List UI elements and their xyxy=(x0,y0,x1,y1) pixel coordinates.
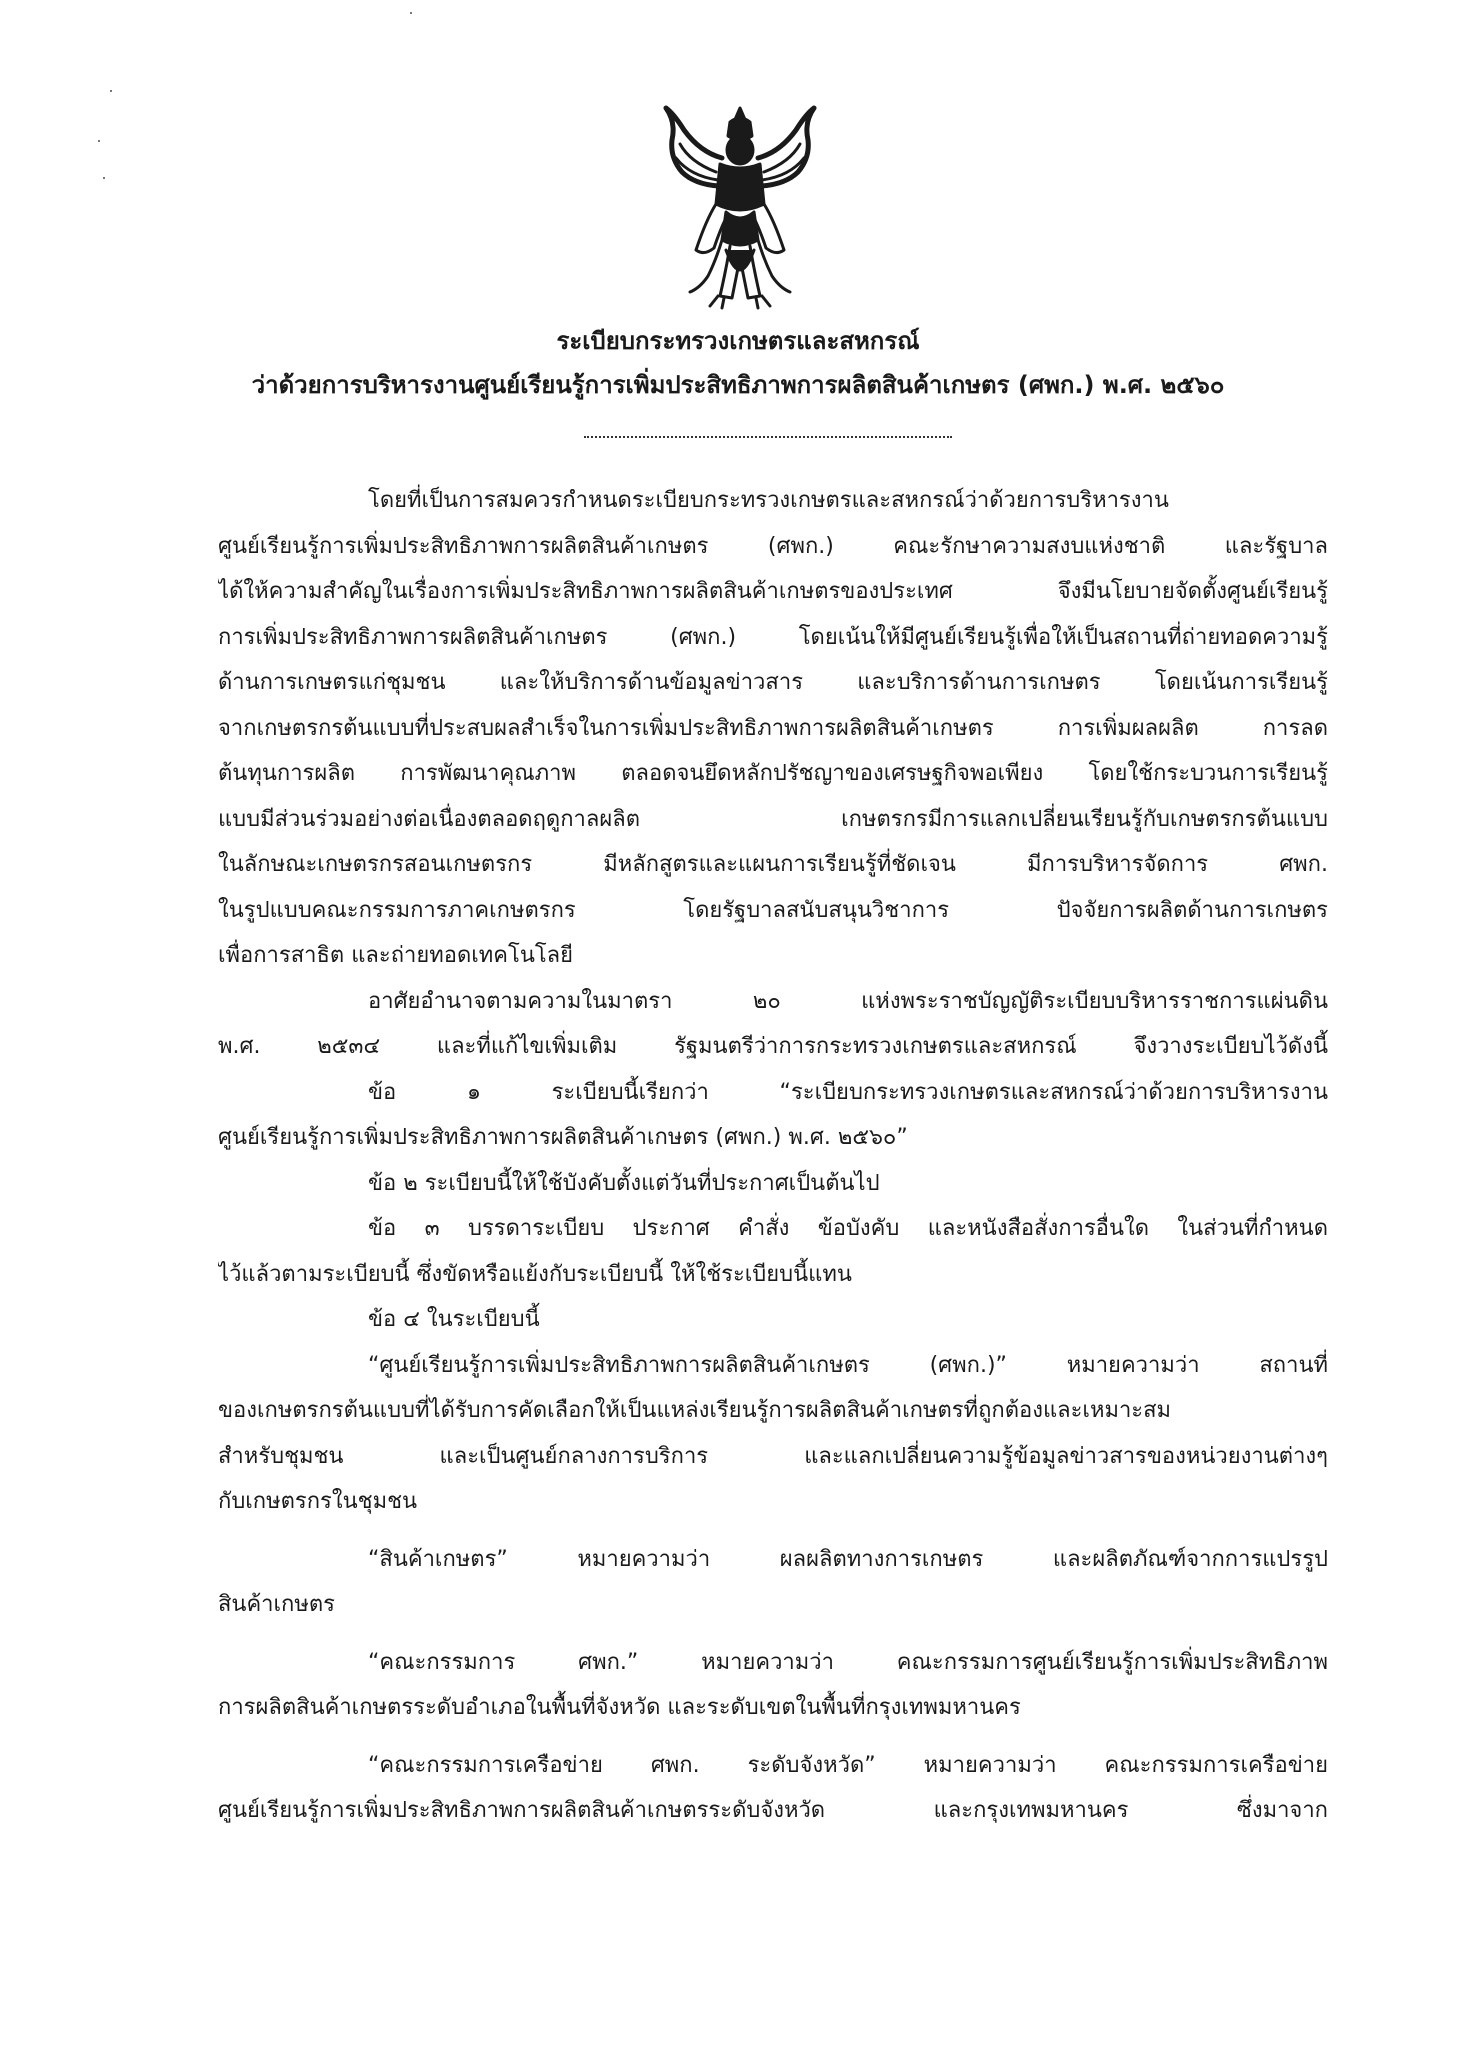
text-line: ข้อ ๒ ระเบียบนี้ให้ใช้บังคับตั้งแต่วันที่ประกาศเป็นต้นไป xyxy=(368,1170,880,1196)
text-line: สินค้าเกษตร xyxy=(218,1592,335,1617)
text-line: ศูนย์เรียนรู้การเพิ่มประสิทธิภาพการผลิตสินค้าเกษตรระดับจังหวัด และกรุงเทพมหานคร ซึ่งมาจาก xyxy=(218,1798,1328,1823)
text-line: อาศัยอำนาจตามความในมาตรา ๒๐ แห่งพระราชบัญญัติระเบียบบริหารราชการแผ่นดิน xyxy=(368,988,1328,1014)
definition-learning-center xyxy=(218,1343,1328,1525)
text-line: จากเกษตรกรต้นแบบที่ประสบผลสำเร็จในการเพิ่มประสิทธิภาพการผลิตสินค้าเกษตร การเพิ่มผลผลิต การลด xyxy=(218,715,1328,741)
text-line: เพื่อการสาธิต และถ่ายทอดเทคโนโลยี xyxy=(218,943,574,968)
text-line: “คณะกรรมการ ศพก.” หมายความว่า คณะกรรมการศูนย์เรียนรู้การเพิ่มประสิทธิภาพ xyxy=(368,1649,1328,1675)
text-line: ในลักษณะเกษตรกรสอนเกษตรกร มีหลักสูตรและแผนการเรียนรู้ที่ชัดเจน มีการบริหารจัดการ ศพก. xyxy=(218,852,1328,877)
document-title: ระเบียบกระทรวงเกษตรและสหกรณ์ xyxy=(556,327,920,355)
definition-network-committee xyxy=(218,1743,1328,1834)
text-line: ข้อ ๓ บรรดาระเบียบ ประกาศ คำสั่ง ข้อบังคับ และหนังสือสั่งการอื่นใด ในส่วนที่กำหนด xyxy=(368,1216,1328,1241)
paragraph-preamble xyxy=(218,478,1328,979)
title-separator xyxy=(584,436,952,438)
text-line: “สินค้าเกษตร” หมายความว่า ผลผลิตทางการเกษตร และผลิตภัณฑ์จากการแปรรูป xyxy=(368,1546,1328,1572)
text-line: “คณะกรรมการเครือข่าย ศพก. ระดับจังหวัด” หมายความว่า คณะกรรมการเครือข่าย xyxy=(368,1752,1328,1778)
text-line: ข้อ ๔ ในระเบียบนี้ xyxy=(368,1307,540,1332)
text-line: ข้อ ๑ ระเบียบนี้เรียกว่า “ระเบียบกระทรวงเกษตรและสหกรณ์ว่าด้วยการบริหารงาน xyxy=(368,1079,1328,1105)
scan-speck xyxy=(103,177,105,179)
scan-speck xyxy=(110,90,112,92)
document-body xyxy=(218,478,1328,1834)
text-line: ในรูปแบบคณะกรรมการภาคเกษตรกร โดยรัฐบาลสนับสนุนวิชาการ ปัจจัยการผลิตด้านการเกษตร xyxy=(218,897,1328,923)
text-line: ศูนย์เรียนรู้การเพิ่มประสิทธิภาพการผลิตสินค้าเกษตร (ศพก.) พ.ศ. ๒๕๖๐” xyxy=(218,1125,908,1150)
clause-3 xyxy=(218,1206,1328,1297)
text-line: การเพิ่มประสิทธิภาพการผลิตสินค้าเกษตร (ศพก.) โดยเน้นให้มีศูนย์เรียนรู้เพื่อให้เป็นสถานที่ถ่ายทอดความรู้ xyxy=(218,624,1328,650)
text-line: สำหรับชุมชน และเป็นศูนย์กลางการบริการ และแลกเปลี่ยนความรู้ข้อมูลข่าวสารของหน่วยงานต่างๆ xyxy=(218,1443,1328,1469)
text-line: การผลิตสินค้าเกษตรระดับอำเภอในพื้นที่จังหวัด และระดับเขตในพื้นที่กรุงเทพมหานคร xyxy=(218,1695,1021,1720)
document-subtitle: ว่าด้วยการบริหารงานศูนย์เรียนรู้การเพิ่มประสิทธิภาพการผลิตสินค้าเกษตร (ศพก.) พ.ศ. ๒๕๖๐ xyxy=(251,371,1225,399)
text-line: แบบมีส่วนร่วมอย่างต่อเนื่องตลอดฤดูกาลผลิต เกษตรกรมีการแลกเปลี่ยนเรียนรู้กับเกษตรกรต้นแบบ xyxy=(218,806,1328,832)
clause-1 xyxy=(218,1070,1328,1161)
scan-speck xyxy=(98,140,100,142)
text-line: ศูนย์เรียนรู้การเพิ่มประสิทธิภาพการผลิตสินค้าเกษตร (ศพก.) คณะรักษาความสงบแห่งชาติ และรัฐบาล xyxy=(218,533,1328,559)
clause-2 xyxy=(218,1161,1328,1207)
clause-4 xyxy=(218,1297,1328,1343)
text-line: กับเกษตรกรในชุมชน xyxy=(218,1489,418,1514)
text-line: ไว้แล้วตามระเบียบนี้ ซึ่งขัดหรือแย้งกับระเบียบนี้ ให้ใช้ระเบียบนี้แทน xyxy=(218,1261,852,1287)
definition-agricultural-goods xyxy=(218,1537,1328,1628)
paragraph-authority xyxy=(218,979,1328,1070)
text-line: “ศูนย์เรียนรู้การเพิ่มประสิทธิภาพการผลิตสินค้าเกษตร (ศพก.)” หมายความว่า สถานที่ xyxy=(368,1352,1328,1378)
definition-committee xyxy=(218,1640,1328,1731)
text-line: ของเกษตรกรต้นแบบที่ได้รับการคัดเลือกให้เป็นแหล่งเรียนรู้การผลิตสินค้าเกษตรที่ถูกต้องและเหมาะสม xyxy=(218,1398,1172,1423)
text-line: ได้ให้ความสำคัญในเรื่องการเพิ่มประสิทธิภาพการผลิตสินค้าเกษตรของประเทศ จึงมีนโยบายจัดตั้งศูนย์เรียนรู้ xyxy=(218,579,1328,604)
text-line: โดยที่เป็นการสมควรกำหนดระเบียบกระทรวงเกษตรและสหกรณ์ว่าด้วยการบริหารงาน xyxy=(368,488,1169,513)
scan-speck xyxy=(410,12,412,14)
text-line: พ.ศ. ๒๕๓๔ และที่แก้ไขเพิ่มเติม รัฐมนตรีว่าการกระทรวงเกษตรและสหกรณ์ จึงวางระเบียบไว้ดังนี้ xyxy=(218,1034,1328,1059)
text-line: ต้นทุนการผลิต การพัฒนาคุณภาพ ตลอดจนยึดหลักปรัชญาของเศรษฐกิจพอเพียง โดยใช้กระบวนการเรียนรู้ xyxy=(218,761,1328,786)
text-line: ด้านการเกษตรแก่ชุมชน และให้บริการด้านข้อมูลข่าวสาร และบริการด้านการเกษตร โดยเน้นการเรียนรู้ xyxy=(218,670,1328,695)
garuda-emblem-icon xyxy=(660,100,820,310)
